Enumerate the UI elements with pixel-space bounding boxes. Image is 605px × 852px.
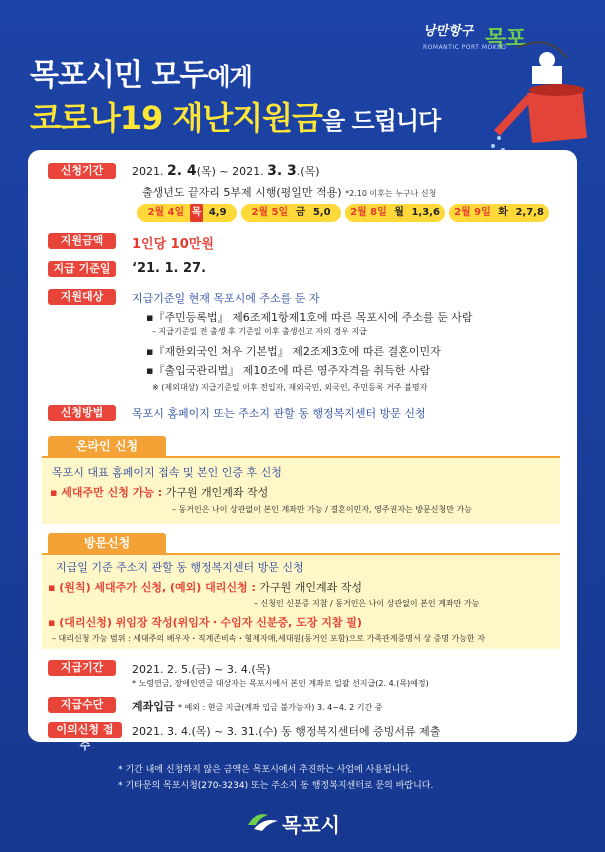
target-item: ▪『주민등록법』 제6조제1항제1호에 따른 목포시에 주소를 둔 사람 <box>146 311 473 324</box>
footer-logo-text: 목포시 <box>282 813 340 837</box>
footer-note: * 기간 내에 신청하지 않은 금액은 목포시에서 추진하는 사업에 사용됩니다. <box>118 765 412 775</box>
visit-line: ▪ (대리신청) 위임장 작성(위임자・수임자 신분증, 도장 지참 필) <box>48 616 362 629</box>
label-objection: 이의신청 접수 <box>48 722 122 738</box>
title-line-1 <box>30 50 252 94</box>
application-period-dates <box>132 163 320 179</box>
visit-line-red: ▪ (원칙) 세대주가 신청, (예외) 대리신청 : <box>48 581 256 594</box>
title-line-2-suffix: 을 드립니다 <box>321 107 441 135</box>
pill-digits: 1,3,6 <box>411 207 440 218</box>
online-section-head: 온라인 신청 <box>48 436 166 456</box>
payment-method-line <box>132 698 382 714</box>
footer-note: * 기타문의 목포시청(270-3234) 또는 주소지 동 행정복지센터로 문의 바랍니다. <box>118 781 434 791</box>
rule-text: 출생년도 끝자리 5부제 시행(평일만 적용) <box>142 186 342 199</box>
visit-line: 지급일 기준 주소지 관할 동 행정복지센터 방문 신청 <box>56 561 304 574</box>
target-item: ▪『재한외국인 처우 기본법』 제2조제3호에 따른 결혼이민자 <box>146 345 441 358</box>
period-start: 2. 4 <box>167 163 197 179</box>
period-start-day: (목) ~ 2021. <box>196 165 268 178</box>
label-method: 신청방법 <box>48 405 116 421</box>
pill-digits: 4,9 <box>208 207 227 218</box>
visit-line: – 대리신청 가능 범위 : 세대주의 배우자・직계존비속・형제자매,세대원(동거인 포함)으로 가족관계증명서 상 증명 가능한 자 <box>52 634 485 643</box>
label-amount: 지원금액 <box>48 233 116 249</box>
schedule-pill <box>137 204 237 222</box>
target-main: 지급기준일 현재 목포시에 주소를 둔 자 <box>132 292 320 305</box>
schedule-pill <box>345 204 445 222</box>
target-item: ※ (제외대상) 지급기준일 이후 전입자, 재외국민, 외국인, 주민등록 거주 불명자 <box>152 383 428 392</box>
online-line-rest: 가구원 개인계좌 작성 <box>162 486 269 499</box>
period-year: 2021. <box>132 165 167 178</box>
visit-section-head: 방문신청 <box>48 533 166 553</box>
pill-date: 2월 9일 <box>454 207 491 218</box>
online-section-box <box>42 456 560 524</box>
method-value: 목포시 홈페이지 또는 주소지 관할 동 행정복지센터 방문 신청 <box>132 407 426 420</box>
pill-digits: 5,0 <box>312 207 331 218</box>
title-line-2-main: 코로나19 재난지원금 <box>30 99 322 137</box>
label-payment-period: 지급기간 <box>48 660 116 676</box>
schedule-pill <box>449 204 549 222</box>
online-line: – 동거인은 나이 상관없이 본인 계좌만 가능 / 결혼이민자, 영주권자는 방문신청만 가능 <box>172 505 472 514</box>
period-end: 3. 3 <box>267 163 297 179</box>
label-base-date: 지급 기준일 <box>48 261 116 277</box>
pill-date: 2월 5일 <box>251 207 289 218</box>
period-end-day: .(목) <box>296 165 320 178</box>
payment-method-value: 계좌입금 <box>132 700 175 713</box>
logo-brand: 목포 <box>485 27 526 52</box>
pill-weekday: 금 <box>295 207 306 218</box>
objection-value: 2021. 3. 4.(목) ~ 3. 31.(수) 동 행정복지센터에 증빙서류 제출 <box>132 725 441 738</box>
target-item: – 지급기준일 전 출생 후 기준일 이후 출생신고 자의 경우 지급 <box>152 327 367 336</box>
label-application-period: 신청기간 <box>48 163 116 179</box>
pill-date: 2월 4일 <box>147 207 185 218</box>
amount-value: 1인당 10만원 <box>132 237 214 252</box>
mokpo-city-logo <box>246 805 356 835</box>
online-line-red: ▪ 세대주만 신청 가능 : <box>50 486 163 499</box>
visit-line <box>48 579 362 595</box>
title-line-1-main: 목포시민 모두 <box>30 58 208 93</box>
online-line: 목포시 대표 홈페이지 접속 및 본인 인증 후 신청 <box>52 466 282 479</box>
pill-weekday: 월 <box>394 207 404 218</box>
visit-section-box <box>42 553 560 649</box>
online-line <box>50 484 268 500</box>
label-payment-method: 지급수단 <box>48 697 116 713</box>
visit-line: – 신청인 신분증 지참 / 동거인은 나이 상관없이 본인 계좌만 가능 <box>254 599 480 608</box>
five-day-rule <box>142 184 436 200</box>
title-line-2 <box>30 93 440 139</box>
mokpo-emblem-icon <box>246 807 280 833</box>
watering-can-icon <box>487 38 597 158</box>
visit-line-rest: 가구원 개인계좌 작성 <box>255 581 363 594</box>
pill-weekday: 화 <box>498 207 508 218</box>
payment-period-note: * 노령연금, 장애인연금 대상자는 목포시에서 본인 계좌로 일괄 선지급(2. 4.(목)예정) <box>132 679 429 688</box>
pill-date: 2월 8일 <box>350 207 387 218</box>
pill-weekday: 목 <box>190 204 204 222</box>
pill-digits: 2,7,8 <box>515 207 544 218</box>
schedule-pills <box>137 204 547 222</box>
schedule-pill <box>241 204 341 222</box>
target-item: ▪『출입국관리법』 제10조에 따른 영주자격을 취득한 사람 <box>146 364 431 377</box>
label-target: 지원대상 <box>48 289 116 305</box>
logo-sub: ROMANTIC PORT MOKPO <box>423 44 507 51</box>
payment-method-note: * 예외 : 현금 지급(계좌 입금 불가능자) 3. 4~4. 2 기간 중 <box>178 703 383 712</box>
rule-note: *2.10 이후는 누구나 신청 <box>345 189 437 198</box>
title-line-1-suffix: 에게 <box>207 63 252 91</box>
payment-period-value: 2021. 2. 5.(금) ~ 3. 4.(목) <box>132 663 271 676</box>
base-date-value: ‘21. 1. 27. <box>132 261 207 276</box>
logo-script: 낭만항구 <box>423 24 474 39</box>
